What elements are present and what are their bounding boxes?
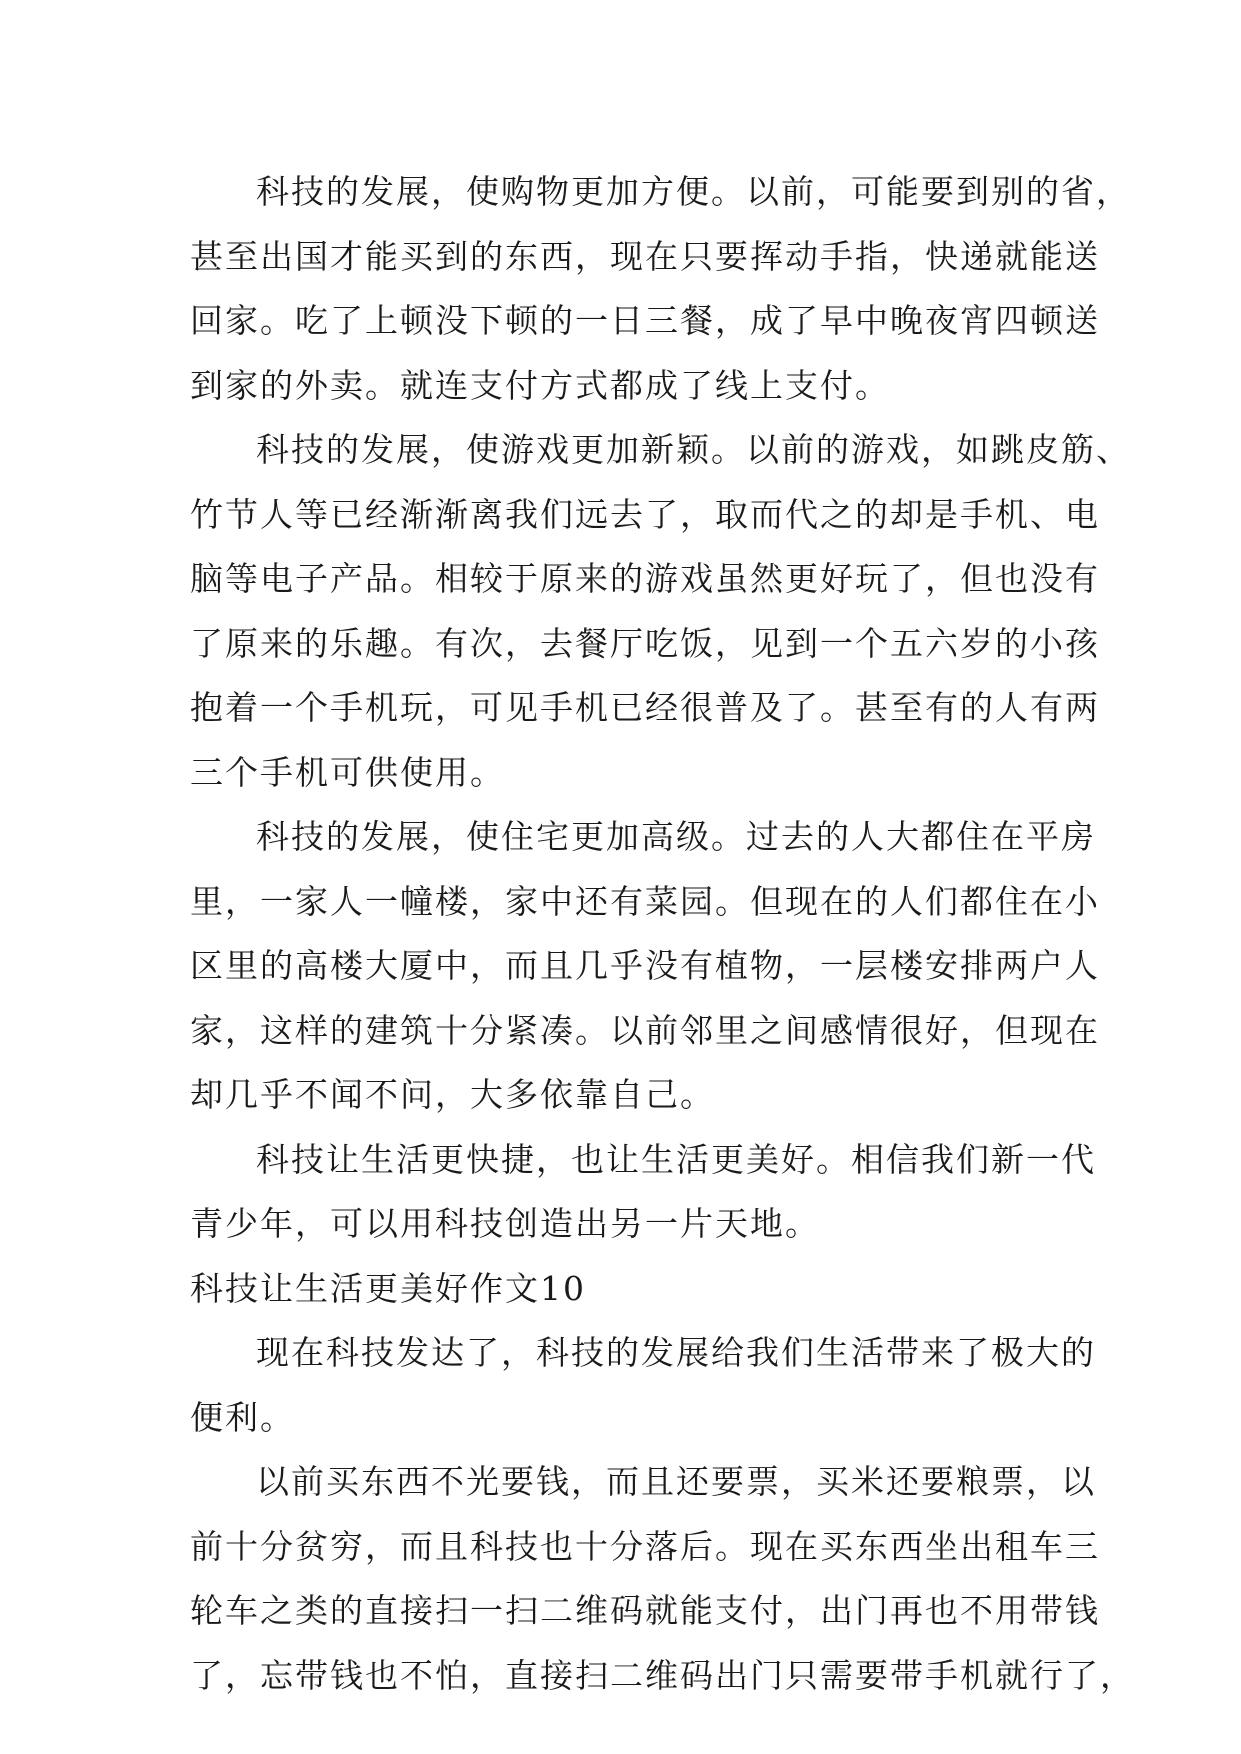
text-line: 抱着一个手机玩，可见手机已经很普及了。甚至有的人有两 — [190, 688, 1100, 727]
paragraph-payment — [190, 1450, 1135, 1708]
text-line: 三个手机可供使用。 — [190, 752, 505, 792]
text-line: 却几乎不闻不问，大多依靠自己。 — [190, 1075, 715, 1114]
text-line: 里，一家人一幢楼，家中还有菜园。但现在的人们都住在小 — [190, 881, 1100, 921]
text-line: 区里的高楼大厦中，而且几乎没有植物，一层楼安排两户人 — [190, 946, 1100, 985]
text-line: 科技的发展，使游戏更加新颖。以前的游戏，如跳皮筋、 — [256, 430, 1131, 469]
document-body — [190, 160, 1135, 1708]
text-line: 了，忘带钱也不怕，直接扫二维码出门只需要带手机就行了， — [190, 1655, 1135, 1695]
paragraph-housing — [190, 805, 1100, 1128]
text-line: 回家。吃了上顿没下顿的一日三餐，成了早中晚夜宵四顿送 — [190, 301, 1100, 340]
text-line: 现在科技发达了，科技的发展给我们生活带来了极大的 — [256, 1333, 1096, 1372]
text-line: 前十分贫穷，而且科技也十分落后。现在买东西坐出租车三 — [190, 1526, 1100, 1566]
text-line: 以前买东西不光要钱，而且还要票，买米还要粮票，以 — [256, 1462, 1096, 1501]
text-line: 科技的发展，使住宅更加高级。过去的人大都住在平房 — [256, 817, 1096, 856]
text-line: 科技让生活更快捷，也让生活更美好。相信我们新一代 — [256, 1139, 1096, 1179]
paragraph-shopping — [190, 160, 1131, 418]
text-line: 科技的发展，使购物更加方便。以前，可能要到别的省， — [256, 172, 1131, 211]
text-line: 轮车之类的直接扫一扫二维码就能支付，出门再也不用带钱 — [190, 1591, 1100, 1630]
paragraph-games — [190, 418, 1131, 805]
text-line: 竹节人等已经渐渐离我们远去了，取而代之的却是手机、电 — [190, 494, 1100, 534]
text-line: 了原来的乐趣。有次，去餐厅吃饭，见到一个五六岁的小孩 — [190, 623, 1100, 663]
text-line: 甚至出国才能买到的东西，现在只要挥动手指，快递就能送 — [190, 236, 1100, 276]
text-line: 便利。 — [190, 1397, 295, 1437]
text-line: 脑等电子产品。相较于原来的游戏虽然更好玩了，但也没有 — [190, 559, 1100, 598]
text-line: 青少年，可以用科技创造出另一片天地。 — [190, 1204, 820, 1243]
paragraph-conclusion — [190, 1128, 1096, 1257]
paragraph-intro — [190, 1321, 1096, 1450]
text-line: 到家的外卖。就连支付方式都成了线上支付。 — [190, 365, 890, 405]
essay-heading: 科技让生活更美好作文10 — [190, 1268, 586, 1308]
text-line: 家，这样的建筑十分紧凑。以前邻里之间感情很好，但现在 — [190, 1010, 1100, 1050]
